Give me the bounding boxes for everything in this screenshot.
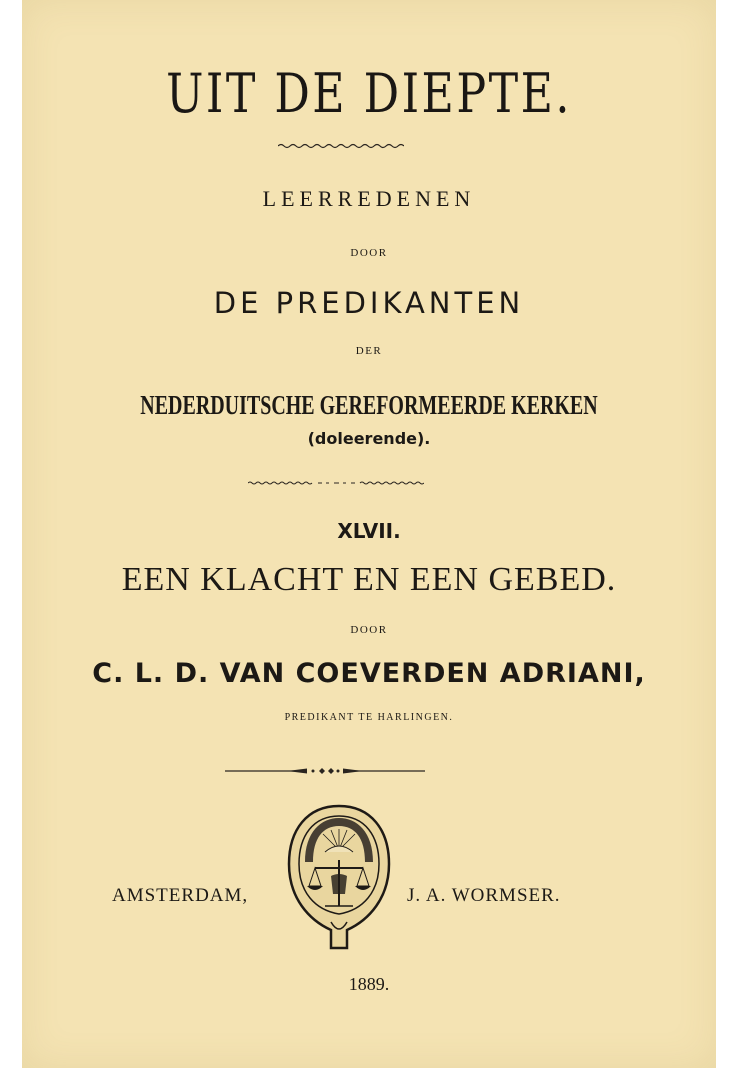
der-label: DER xyxy=(355,345,383,357)
book-title: UIT DE DIEPTE. xyxy=(166,62,572,125)
publisher-seal-icon xyxy=(285,802,393,952)
churches-heading: NEDERDUITSCHE GEREFORMEERDE KERKEN xyxy=(140,390,598,420)
wavy-rule-middle xyxy=(248,479,424,487)
preachers-heading: DE PREDIKANTEN xyxy=(213,286,525,320)
wavy-rule-top xyxy=(278,141,404,151)
imprint-year: 1889. xyxy=(348,974,390,994)
author-role: PREDIKANT TE HARLINGEN. xyxy=(284,712,454,723)
volume-number: XLVII. xyxy=(337,519,401,543)
imprint-publisher: J. A. WORMSER. xyxy=(407,885,561,906)
author-name: C. L. D. VAN COEVERDEN ADRIANI, xyxy=(92,658,646,689)
ornamental-rule xyxy=(225,765,425,777)
subtitle: LEERREDENEN xyxy=(262,186,476,211)
imprint-city: AMSTERDAM, xyxy=(112,885,249,906)
door-label-1: DOOR xyxy=(350,247,388,259)
churches-note: (doleerende). xyxy=(307,429,431,448)
door-label-2: DOOR xyxy=(350,624,388,636)
sermon-title: EEN KLACHT EN EEN GEBED. xyxy=(121,561,617,598)
